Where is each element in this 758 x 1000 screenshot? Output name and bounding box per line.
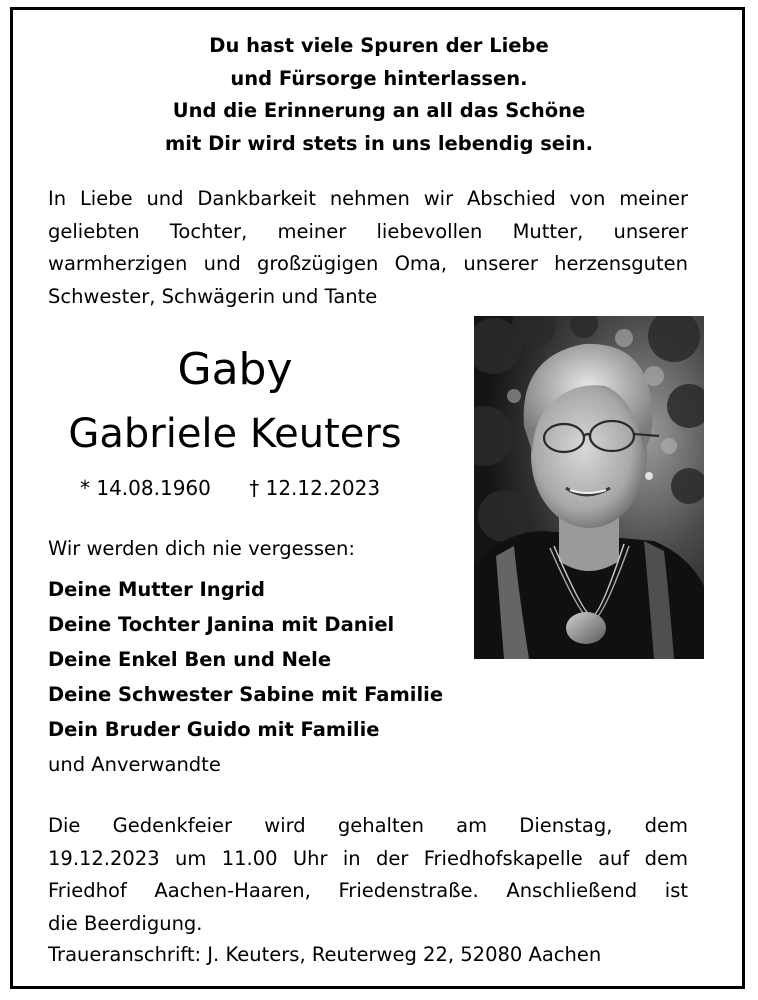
ceremony-line: Die Gedenkfeier wird gehalten am Dienstag, dem bbox=[48, 814, 688, 837]
farewell-line: warmherzigen und großzügigen Oma, unserer herzensguten bbox=[48, 252, 688, 275]
mourner-name: Deine Schwester Sabine mit Familie bbox=[48, 683, 444, 706]
motto-line: mit Dir wird stets in uns lebendig sein. bbox=[164, 131, 593, 155]
motto-line: Du hast viele Spuren der Liebe bbox=[209, 34, 549, 57]
motto-verse bbox=[0, 30, 758, 160]
ceremony-paragraph bbox=[48, 810, 688, 940]
farewell-line: geliebten Tochter, meiner liebevollen Mutter, unserer bbox=[48, 219, 688, 243]
farewell-line: Schwester, Schwägerin und Tante bbox=[48, 284, 378, 308]
motto-line: Und die Erinnerung an all das Schöne bbox=[172, 99, 586, 122]
motto-line: und Fürsorge hinterlassen. bbox=[230, 66, 528, 90]
mourner-name: Deine Mutter Ingrid bbox=[48, 578, 265, 601]
ceremony-line: die Beerdigung. bbox=[48, 911, 203, 935]
farewell-paragraph bbox=[48, 183, 688, 313]
mourner-name: Deine Enkel Ben und Nele bbox=[48, 648, 332, 671]
portrait-photo bbox=[474, 316, 704, 659]
mourning-address: Traueranschrift: J. Keuters, Reuterweg 22, 52080 Aachen bbox=[48, 943, 602, 966]
mourner-name: Deine Tochter Janina mit Daniel bbox=[48, 613, 395, 636]
mourners-intro: Wir werden dich nie vergessen: bbox=[48, 537, 355, 560]
death-date: † 12.12.2023 bbox=[249, 476, 381, 500]
mourners-list bbox=[48, 572, 443, 782]
life-dates bbox=[80, 472, 380, 504]
birth-date: * 14.08.1960 bbox=[80, 476, 211, 500]
deceased-full-name: Gabriele Keuters bbox=[68, 411, 402, 457]
deceased-nickname: Gaby bbox=[177, 344, 293, 395]
farewell-line: In Liebe und Dankbarkeit nehmen wir Abschied von meiner bbox=[48, 187, 688, 210]
mourner-name: Dein Bruder Guido mit Familie bbox=[48, 718, 380, 741]
ceremony-line: 19.12.2023 um 11.00 Uhr in der Friedhofskapelle auf dem bbox=[48, 846, 688, 870]
relatives-note: und Anverwandte bbox=[48, 753, 221, 776]
ceremony-line: Friedhof Aachen-Haaren, Friedenstraße. Anschließend ist bbox=[48, 879, 688, 902]
